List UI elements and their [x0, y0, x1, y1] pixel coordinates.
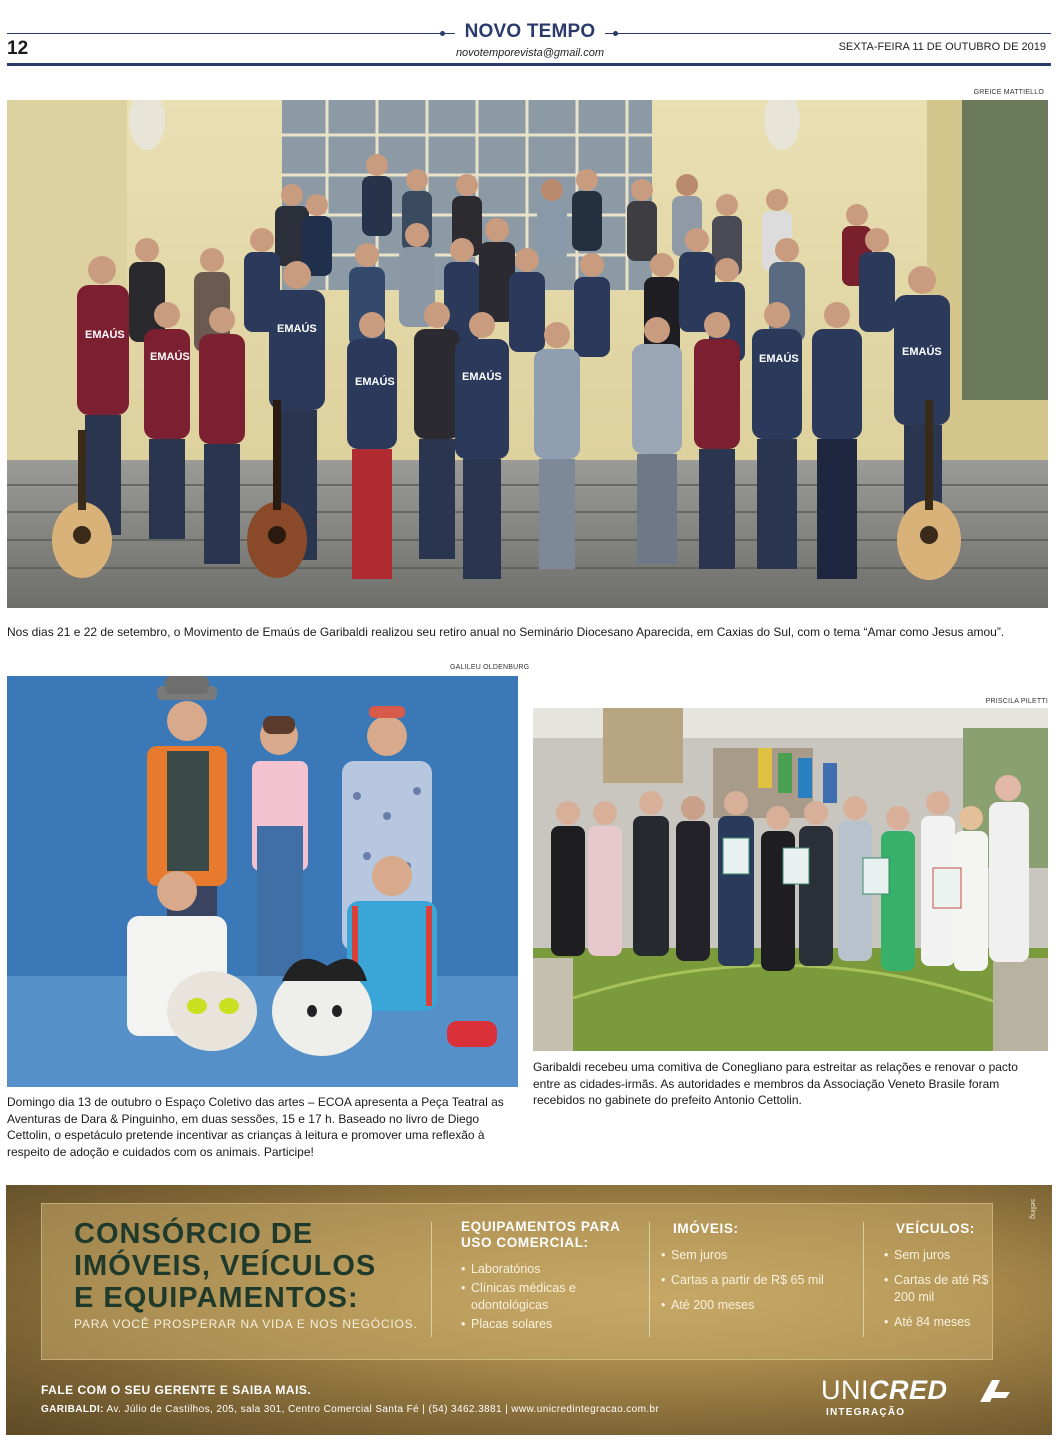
svg-text:EMAÚS: EMAÚS — [277, 323, 317, 335]
ad-address-text: Av. Júlio de Castilhos, 205, sala 301, Centro Comercial Santa Fé | (54) 3462.3881 | www.unicredintegracao.com.br — [106, 1404, 660, 1415]
logo-text-regular: UNI — [821, 1375, 869, 1405]
ad-title — [74, 1218, 376, 1314]
caption-right: Garibaldi recebeu uma comitiva de Conegliano para estreitar as relações e renovar o pacto entre as cidades-irmãs. As autoridades e membros da Associação Veneto Brasile foram recebidos no gabinete do prefeito Antonio Cettolin. — [533, 1060, 1018, 1107]
ad-column-item: • Até 84 meses — [884, 1314, 994, 1331]
ad-column-heading: IMÓVEIS: — [673, 1221, 739, 1236]
unicred-logo — [821, 1375, 948, 1406]
masthead: NOVO TEMPO — [455, 21, 605, 43]
header-dot-right — [613, 31, 618, 36]
photo-credit-top: GREICE MATTIELLO — [973, 89, 1044, 96]
header-date: SEXTA-FEIRA 11 DE OUTUBRO DE 2019 — [838, 41, 1046, 53]
ad-column-item: • Placas solares — [461, 1316, 641, 1333]
svg-text:EMAÚS: EMAÚS — [462, 371, 502, 383]
ad-column-item: • Clínicas médicas e odontológicas — [461, 1280, 581, 1314]
ad-title-line-1: CONSÓRCIO DE — [74, 1218, 314, 1250]
unicred-advertisement — [6, 1185, 1052, 1435]
ad-column-item: • Cartas de até R$ 200 mil — [884, 1272, 989, 1306]
page-number: 12 — [7, 38, 29, 59]
svg-text:EMAÚS: EMAÚS — [355, 376, 395, 388]
ad-title-line-2: IMÓVEIS, VEÍCULOS — [74, 1250, 377, 1282]
svg-text:EMAÚS: EMAÚS — [150, 351, 190, 363]
ad-column-heading: VEÍCULOS: — [896, 1221, 975, 1236]
svg-text:EMAÚS: EMAÚS — [759, 353, 799, 365]
caption-left: Domingo dia 13 de outubro o Espaço Coletivo das artes – ECOA apresenta a Peça Teatral as Aventuras de Dara & Pinguinho, em duas sessões, 15 e 17 h. Baseado no livro de Diego Cettolin, o espetáculo pretende incentivar as crianças à leitura e promover uma reflexão à respeito de adoção e cuidados com os animais. Participe! — [7, 1095, 504, 1159]
ad-divider-2 — [649, 1222, 650, 1337]
theatre-photo — [7, 676, 518, 1087]
ad-column-item: • Até 200 meses — [661, 1297, 851, 1314]
ad-title-line-3: E EQUIPAMENTOS: — [74, 1282, 359, 1314]
ad-column-heading: EQUIPAMENTOS PARA USO COMERCIAL: — [461, 1219, 620, 1250]
group-photo — [7, 100, 1048, 608]
photo-credit-right: PRISCILA PILETTI — [985, 698, 1048, 705]
header-email: novotemporevista@gmail.com — [455, 47, 605, 59]
delegation-photo — [533, 708, 1048, 1051]
header-rule-bottom — [7, 63, 1051, 66]
ad-column-properties — [661, 1221, 851, 1316]
ad-call-to-action: FALE COM O SEU GERENTE E SAIBA MAIS. — [41, 1383, 312, 1397]
ad-column-item: • Sem juros — [661, 1247, 851, 1264]
ad-agency-credit: selling — [1029, 1199, 1036, 1219]
ad-column-equipment — [461, 1219, 641, 1335]
ad-address — [41, 1404, 659, 1415]
header-dot-left — [440, 31, 445, 36]
ad-divider-3 — [863, 1222, 864, 1337]
ad-column-item: • Cartas a partir de R$ 65 mil — [661, 1272, 851, 1289]
logo-subtitle: INTEGRAÇÃO — [826, 1407, 906, 1418]
ad-column-item: • Laboratórios — [461, 1261, 641, 1278]
ad-divider-1 — [431, 1222, 432, 1337]
caption-top: Nos dias 21 e 22 de setembro, o Movimento de Emaús de Garibaldi realizou seu retiro anual no Seminário Diocesano Aparecida, em Caxias do Sul, com o tema “Amar como Jesus amou”. — [7, 625, 1005, 639]
unicred-arrow-icon — [978, 1378, 1012, 1404]
ad-column-vehicles — [884, 1221, 994, 1333]
logo-text-bold: CRED — [869, 1375, 948, 1405]
ad-subtitle: PARA VOCÊ PROSPERAR NA VIDA E NOS NEGÓCIOS. — [74, 1317, 418, 1331]
ad-address-label: GARIBALDI: — [41, 1404, 104, 1415]
photo-credit-left: GALILEU OLDENBURG — [450, 664, 530, 671]
ad-column-item: • Sem juros — [884, 1247, 994, 1264]
svg-text:EMAÚS: EMAÚS — [902, 346, 942, 358]
shirt-text: EMAÚS — [85, 329, 125, 341]
